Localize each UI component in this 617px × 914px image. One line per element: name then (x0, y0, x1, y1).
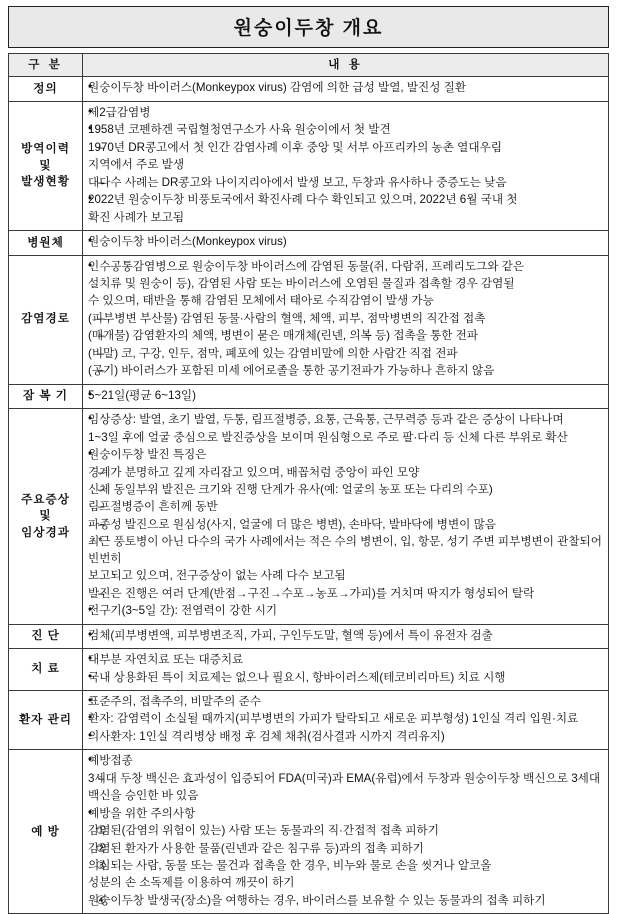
row-label-line: 병원체 (27, 235, 64, 249)
row-label-line: 감염경로 (21, 312, 70, 326)
content-line: – 1970년 DR콩고에서 첫 인간 감염사례 이후 중앙 및 서부 아프리카의 농촌 열대우림 (88, 140, 603, 156)
row-label-line: 정의 (33, 81, 58, 95)
row-label-line: 잠 복 기 (22, 389, 69, 403)
table-row (9, 255, 609, 384)
content-line: – 파종성 발진으로 원심성(사지, 얼굴에 더 많은 병변), 손바닥, 발바닥에 병변이 많음 (88, 517, 603, 533)
content-line: – 발진은 진행은 여러 단계(반점→구진→수포→농포→가피)를 거치며 딱지가 형성되어 탈락 (88, 586, 603, 602)
row-content (83, 231, 609, 255)
content-line: – 신체 동일부위 발진은 크기와 진행 단계가 유사(예: 얼굴의 농포 또는 다리의 수포) (88, 482, 603, 498)
monkeypox-overview-table (8, 53, 609, 914)
table-row (9, 77, 609, 101)
table-row (9, 624, 609, 648)
content-line-list (88, 234, 603, 250)
row-label-line: 환자 관리 (18, 712, 73, 726)
row-label (9, 409, 83, 624)
row-label-line: 치 료 (31, 662, 60, 676)
row-label-line: 주요증상 (21, 492, 70, 506)
table-row (9, 231, 609, 255)
content-line: • 원숭이두창 발진 특징은 (88, 447, 603, 463)
content-line: * 최근 풍토병이 아닌 다수의 국가 사례에서는 적은 수의 병변이, 입, 항문, 성기 주변 피부병변이 관찰되어 빈번히 (88, 534, 603, 567)
row-label-line: 진 단 (31, 629, 60, 643)
header-cell-category: 구 분 (9, 54, 83, 77)
content-line: • 국내 상용화된 특이 치료제는 없으나 필요시, 항바이러스제(테코비리마트) 치료 시행 (88, 670, 603, 686)
content-line: – 3세대 두창 백신은 효과성이 입증되어 FDA(미국)과 EMA(유럽)에서 두창과 원숭이두창 백신으로 3세대 (88, 771, 603, 787)
row-label-line: 예 방 (31, 824, 60, 838)
row-content (83, 101, 609, 230)
row-label-line: 발생현황 (21, 175, 70, 189)
table-row (9, 101, 609, 230)
page-title: 원숭이두창 개요 (8, 6, 609, 48)
row-content (83, 409, 609, 624)
content-line: • 5~21일(평균 6~13일) (88, 388, 603, 404)
row-content (83, 384, 609, 408)
content-line-list (88, 652, 603, 686)
table-row (9, 690, 609, 749)
row-label (9, 231, 83, 255)
content-line: – 대다수 사례는 DR콩고와 나이지리아에서 발생 보고, 두창과 유사하나 중증도는 낮음 (88, 175, 603, 191)
content-line: 수 있으며, 태반을 통해 감염된 모체에서 태아로 수직감염이 발생 가능 (88, 294, 434, 308)
row-label-line: 및 (39, 509, 52, 523)
row-content (83, 750, 609, 914)
content-line: • 전구기(3~5일 간): 전염력이 강한 시기 (88, 603, 603, 619)
content-line: – (매개물) 감염환자의 체액, 병변이 묻은 매개체(린넨, 의복 등) 접촉을 통한 전파 (88, 328, 603, 344)
content-line: • 검체(피부병변액, 피부병변조직, 가피, 구인두도말, 혈액 등)에서 특이 유전자 검출 (88, 628, 603, 644)
content-line: – (피부병변 부산물) 감염된 동물·사람의 혈액, 체액, 피부, 점막병변의 직간접 접촉 (88, 311, 603, 327)
row-label-line: 임상경과 (21, 525, 70, 539)
table-row (9, 750, 609, 914)
content-line-list (88, 412, 603, 619)
content-line: • 원숭이두창 바이러스(Monkeypox virus) (88, 234, 603, 250)
content-line: • 인수공통감염병으로 원숭이두창 바이러스에 감염된 동물(쥐, 다람쥐, 프레리도그와 같은 (88, 259, 603, 275)
header-cell-content: 내 용 (83, 54, 609, 77)
content-line: ② 감염된 환자가 사용한 물품(린넨과 같은 침구류 등)과의 접촉 피하기 (88, 841, 603, 857)
content-line-list (88, 259, 603, 380)
content-line: • 제2급감염병 (88, 105, 603, 121)
table-row (9, 409, 609, 624)
content-line-list (88, 694, 603, 745)
content-line: – 경계가 분명하고 깊게 자리잡고 있으며, 배꼽처럼 중앙이 파인 모양 (88, 465, 603, 481)
content-line: • 원숭이두창 바이러스(Monkeypox virus) 감염에 의한 급성 발열, 발진성 질환 (88, 80, 603, 96)
content-line: ① 감염된(감염의 위험이 있는) 사람 또는 동물과의 직·간접적 접촉 피하기 (88, 823, 603, 839)
row-content (83, 77, 609, 101)
content-line-list (88, 388, 603, 404)
row-label (9, 101, 83, 230)
content-line: – 림프절병증이 흔히께 동반 (88, 499, 603, 515)
content-line: ④ 원숭이두창 발생국(장소)을 여행하는 경우, 바이러스를 보유할 수 있는 동물과의 접촉 피하기 (88, 893, 603, 909)
content-line: 확진 사례가 보고됨 (88, 210, 185, 224)
content-line: 백신을 승인한 바 있음 (88, 789, 199, 803)
content-line-list (88, 80, 603, 96)
content-line: • 표준주의, 접촉주의, 비말주의 준수 (88, 694, 603, 710)
content-line: 지역에서 주로 발생 (88, 158, 185, 172)
row-label (9, 77, 83, 101)
row-label (9, 624, 83, 648)
content-line: • 예방접종 (88, 753, 603, 769)
content-line: 1~3일 후에 얼굴 중심으로 발진증상을 보이며 원심형으로 주로 팔·다리 등 신체 다른 부위로 확산 (88, 430, 568, 444)
content-line: ③ 의심되는 사람, 동물 또는 물건과 접촉을 한 경우, 비누와 물로 손을 씻거나 알코올 (88, 858, 603, 874)
content-line: – (비말) 코, 구강, 인두, 점막, 폐포에 있는 감염비말에 의한 사람간 직접 전파 (88, 346, 603, 362)
row-label (9, 384, 83, 408)
row-label-line: 방역이력 (21, 142, 70, 156)
content-line: • 임상증상: 발열, 초기 발열, 두통, 림프절병증, 요통, 근육통, 근무력증 등과 같은 증상이 나타나며 (88, 412, 603, 428)
content-line-list (88, 105, 603, 226)
row-label-line: 및 (39, 158, 52, 172)
content-line: – (공기) 바이러스가 포함된 미세 에어로졸을 통한 공기전파가 가능하나 흔하지 않음 (88, 363, 603, 379)
row-content (83, 649, 609, 691)
content-line: • 2022년 원숭이두창 비풍토국에서 확진사례 다수 확인되고 있으며, 2022년 6월 국내 첫 (88, 192, 603, 208)
table-header-row (9, 54, 609, 77)
content-line-list (88, 628, 603, 644)
row-content (83, 690, 609, 749)
content-line: • 대부분 자연치료 또는 대증치료 (88, 652, 603, 668)
content-line: • 예방을 위한 주의사항 (88, 806, 603, 822)
document-page (0, 6, 617, 912)
content-line: • 의사환자: 1인실 격리병상 배정 후 검체 채취(검사결과 시까지 격리유지) (88, 729, 603, 745)
row-content (83, 624, 609, 648)
row-content (83, 255, 609, 384)
content-line: 설치류 및 원숭이 등), 감염된 사람 또는 바이러스에 오염된 물질과 접촉할 경우 감염될 (88, 276, 515, 290)
content-line: 성분의 손 소독제를 이용하여 깨끗이 하기 (88, 876, 295, 890)
content-line: • 1958년 코펜하겐 국립혈청연구소가 사육 원숭이에서 첫 발견 (88, 122, 603, 138)
row-label (9, 750, 83, 914)
table-row (9, 384, 609, 408)
table-row (9, 649, 609, 691)
row-label (9, 649, 83, 691)
row-label (9, 255, 83, 384)
row-label (9, 690, 83, 749)
content-line: 보고되고 있으며, 전구증상이 없는 사례 다수 보고됨 (88, 569, 346, 583)
content-line-list (88, 753, 603, 909)
content-line: • 환자: 감염력이 소실될 때까지(피부병변의 가피가 탈락되고 새로운 피부형성) 1인실 격리 입원·치료 (88, 711, 603, 727)
